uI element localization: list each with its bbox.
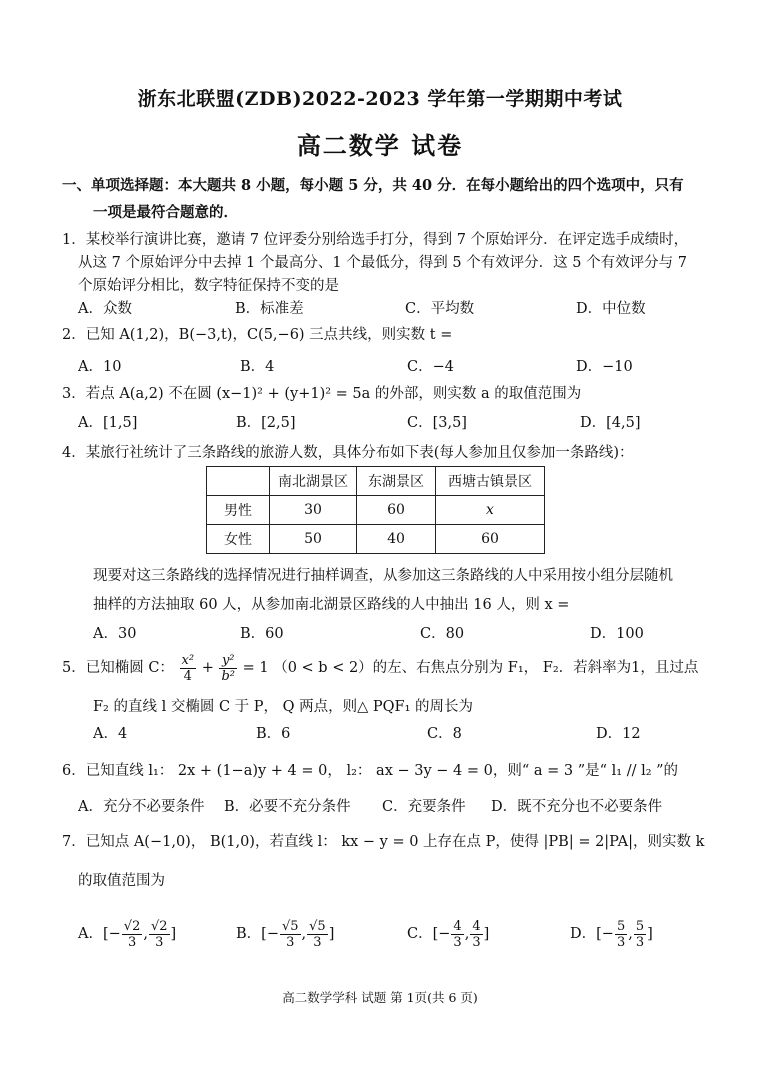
bracket: ] (170, 926, 177, 942)
q5-option-a: A．4 (93, 726, 128, 742)
fraction-denominator: 3 (155, 934, 164, 950)
q5-option-b: B．6 (256, 726, 291, 742)
q6-option-a: A．充分不必要条件 (78, 799, 205, 815)
fraction-numerator: y² (219, 653, 237, 669)
q1-option-d: D．中位数 (576, 301, 646, 317)
fraction-numerator: √5 (281, 918, 299, 934)
bracket: ] (647, 926, 653, 942)
q5-line2: F₂ 的直线 l 交椭圆 C 于 P， Q 两点，则△ PQF₁ 的周长为 (93, 699, 474, 715)
q4-line3: 抽样的方法抽取 60 人，从参加南北湖景区路线的人中抽出 16 人，则 x = (93, 597, 570, 613)
exam-subtitle: 高二数学 试卷 (296, 131, 464, 160)
q1-option-c: C．平均数 (405, 301, 475, 317)
fraction-denominator: 3 (453, 934, 462, 950)
table-cell: 40 (357, 525, 436, 554)
fraction (180, 653, 197, 684)
fraction-numerator: 4 (472, 918, 481, 934)
fraction-numerator: 4 (453, 918, 462, 934)
fraction-numerator: √2 (150, 918, 168, 934)
q2-option-d: D．−10 (576, 359, 633, 375)
comma: , (301, 926, 307, 942)
table-cell: 30 (270, 496, 357, 525)
q5-option-d: D．12 (596, 726, 641, 742)
fraction-numerator: 5 (635, 918, 645, 934)
fraction-numerator: √5 (309, 918, 326, 934)
q4-option-d: D．100 (590, 626, 644, 642)
q1-option-b: B．标准差 (235, 301, 304, 317)
q2-stem: 2．已知 A(1,2)，B(−3,t)，C(5,−6) 三点共线，则实数 t = (62, 327, 453, 343)
fraction-numerator: x² (181, 652, 195, 668)
fraction (451, 919, 463, 950)
bracket: ] (328, 926, 335, 942)
option-label: A． (78, 926, 103, 942)
fraction-numerator: √2 (123, 918, 141, 934)
exam-title: 浙东北联盟(ZDB)2022-2023 学年第一学期期中考试 (137, 88, 623, 110)
fraction-denominator: 3 (472, 934, 481, 950)
q4-table (206, 466, 545, 554)
fraction (149, 919, 170, 950)
fraction (122, 919, 143, 950)
q4-option-c: C．80 (420, 626, 465, 642)
option-label: C． (407, 926, 433, 942)
fraction (470, 919, 482, 950)
fraction-denominator: 4 (183, 668, 192, 684)
table-cell: 女性 (207, 525, 270, 554)
q7-stem: 7．已知点 A(−1,0)， B(1,0)，若直线 l： kx − y = 0 上存在点 P，使得 |PB| = 2|PA|，则实数 k (62, 834, 705, 850)
option-label: D． (570, 926, 597, 942)
fraction (219, 653, 237, 684)
table-header-cell: 东湖景区 (357, 467, 436, 496)
fraction (615, 919, 627, 950)
q6-option-d: D．既不充分也不必要条件 (491, 799, 663, 815)
fraction-denominator: 3 (313, 934, 322, 950)
q1-line3: 个原始评分相比，数字特征保持不变的是 (78, 278, 339, 294)
fraction (634, 919, 646, 950)
q7-option-b (236, 912, 334, 956)
bracket: ] (483, 926, 490, 942)
q1-option-a: A．众数 (78, 301, 132, 317)
bracket: [− (432, 926, 451, 942)
q7-option-a (78, 912, 176, 956)
table-row (207, 525, 545, 554)
fraction-denominator: 3 (635, 934, 645, 950)
q6-stem: 6．已知直线 l₁： 2x + (1−a)y + 4 = 0， l₂： ax − 3y − 4 = 0，则“ a = 3 ”是“ l₁ // l₂ ”的 (62, 763, 679, 779)
option-label: B． (236, 926, 262, 942)
q3-option-a: A．[1,5] (78, 415, 138, 431)
q5-suffix: = 1 （0 < b < 2）的左、右焦点分别为 F₁， F₂．若斜率为1，且过点 (242, 660, 699, 676)
q2-option-b: B．4 (240, 359, 275, 375)
section-heading: 一、单项选择题：本大题共 8 小题，每小题 5 分，共 40 分．在每小题给出的四个选项中，只有 (62, 177, 684, 194)
q7-option-d (570, 912, 653, 956)
q3-option-d: D．[4,5] (580, 415, 641, 431)
fraction-denominator: b² (221, 668, 236, 684)
q4-line2: 现要对这三条路线的选择情况进行抽样调查，从参加这三条路线的人中采用按小组分层随机 (93, 568, 673, 584)
table-cell: x (436, 496, 545, 525)
q1-line1: 1．某校举行演讲比赛，邀请 7 位评委分别给选手打分，得到 7 个原始评分．在评定选手成绩时， (62, 232, 689, 248)
comma: , (628, 926, 633, 942)
table-row (207, 496, 545, 525)
q7-line2: 的取值范围为 (78, 873, 165, 889)
bracket: [− (596, 926, 614, 942)
table-cell: 60 (357, 496, 436, 525)
q3-stem: 3．若点 A(a,2) 不在圆 (x−1)² + (y+1)² = 5a 的外部，则实数 a 的取值范围为 (62, 386, 582, 402)
q2-option-c: C．−4 (407, 359, 454, 375)
fraction-denominator: 3 (616, 934, 626, 950)
q5-prefix: 5．已知椭圆 C： (62, 660, 174, 676)
table-header-cell: 西塘古镇景区 (436, 467, 545, 496)
q4-option-a: A．30 (93, 626, 137, 642)
bracket: [− (261, 926, 279, 942)
fraction-denominator: 3 (127, 934, 137, 950)
q4-stem: 4．某旅行社统计了三条路线的旅游人数，具体分布如下表(每人参加且仅参加一条路线)： (62, 445, 634, 461)
q6-option-b: B．必要不充分条件 (224, 799, 351, 815)
q3-option-b: B．[2,5] (236, 415, 296, 431)
q3-option-c: C．[3,5] (407, 415, 467, 431)
comma: , (143, 926, 148, 942)
section-heading-cont: 一项是最符合题意的． (93, 204, 238, 221)
q4-option-b: B．60 (240, 626, 284, 642)
q6-option-c: C．充要条件 (382, 799, 466, 815)
fraction-denominator: 3 (286, 934, 295, 950)
fraction (280, 919, 301, 950)
fraction (307, 919, 328, 950)
comma: , (464, 926, 470, 942)
table-header-cell: 南北湖景区 (270, 467, 357, 496)
q7-option-c (407, 912, 489, 956)
plus-sign: + (201, 660, 214, 676)
q5-option-c: C．8 (427, 726, 462, 742)
q2-option-a: A．10 (78, 359, 122, 375)
table-cell: 50 (270, 525, 357, 554)
page-footer: 高二数学学科 试题 第 1页(共 6 页) (282, 990, 478, 1005)
q1-line2: 从这 7 个原始评分中去掉 1 个最高分、1 个最低分，得到 5 个有效评分．这 5 个有效评分与 7 (78, 255, 687, 271)
table-header-row (207, 467, 545, 496)
fraction-numerator: 5 (616, 918, 626, 934)
table-cell: 男性 (207, 496, 270, 525)
table-header-cell (207, 467, 270, 496)
bracket: [− (102, 926, 121, 942)
q5-stem (62, 650, 698, 686)
table-cell: 60 (436, 525, 545, 554)
